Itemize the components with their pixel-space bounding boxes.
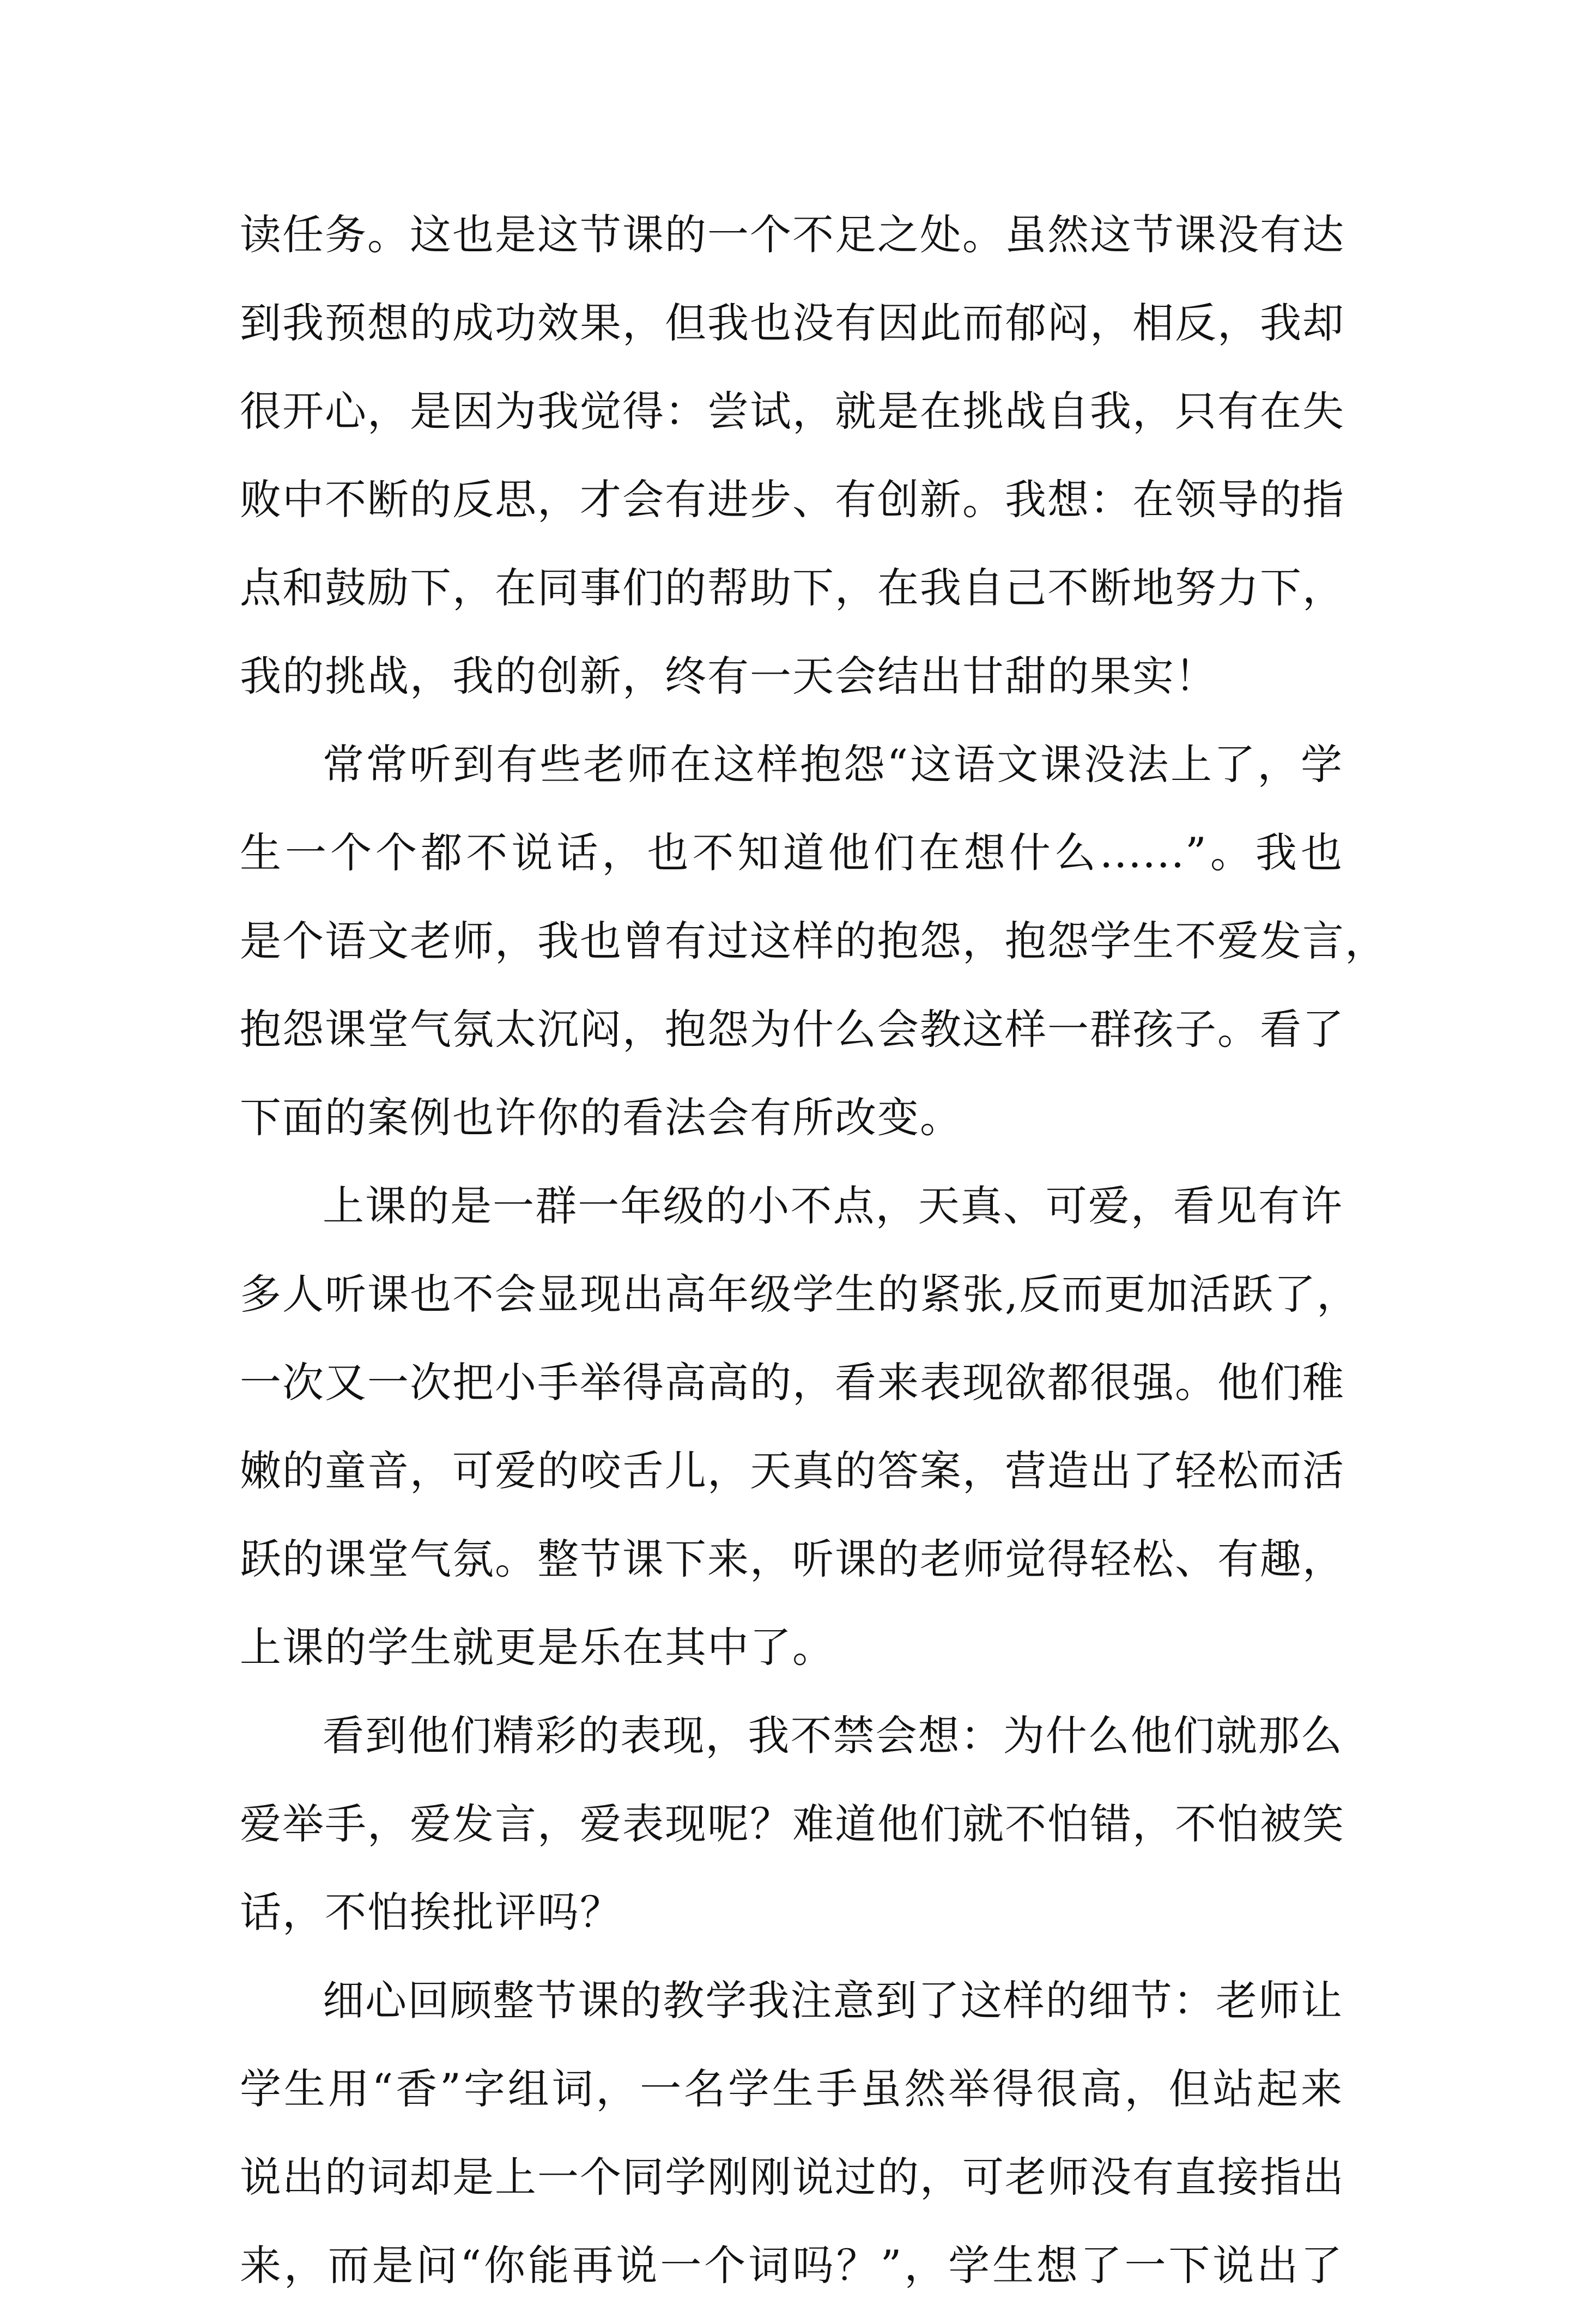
- text-line: 来，而是问“你能再说一个词吗？”，学生想了一下说出了: [240, 2241, 1343, 2290]
- text-line: 我的挑战，我的创新，终有一天会结出甘甜的果实！: [240, 652, 1217, 700]
- text-line: 很开心，是因为我觉得：尝试，就是在挑战自我，只有在失: [240, 387, 1345, 435]
- text-line: 下面的案例也许你的看法会有所改变。: [240, 1093, 962, 1142]
- text-line: 多人听课也不会显现出高年级学生的紧张,反而更加活跃了，: [240, 1270, 1360, 1318]
- text-line: 到我预想的成功效果，但我也没有因此而郁闷，相反，我却: [240, 299, 1345, 347]
- text-line: 上课的学生就更是乐在其中了。: [240, 1623, 835, 1672]
- paragraph-first-line: 上课的是一群一年级的小不点，天真、可爱，看见有许: [323, 1182, 1343, 1230]
- text-line: 败中不断的反思，才会有进步、有创新。我想：在领导的指: [240, 475, 1345, 524]
- text-line: 生一个个都不说话，也不知道他们在想什么......”。我也: [240, 828, 1343, 877]
- text-line: 学生用“香”字组词，一名学生手虽然举得很高，但站起来: [240, 2065, 1343, 2113]
- text-line: 点和鼓励下，在同事们的帮助下，在我自己不断地努力下，: [240, 564, 1345, 612]
- paragraph-first-line: 看到他们精彩的表现，我不禁会想：为什么他们就那么: [323, 1711, 1343, 1760]
- text-line: 话，不怕挨批评吗？: [240, 1888, 622, 1936]
- text-line: 说出的词却是上一个同学刚刚说过的，可老师没有直接指出: [240, 2153, 1345, 2201]
- text-line: 爱举手，爱发言，爱表现呢？难道他们就不怕错，不怕被笑: [240, 1800, 1345, 1848]
- text-line: 读任务。这也是这节课的一个不足之处。虽然这节课没有达: [240, 210, 1345, 259]
- paragraph-first-line: 常常听到有些老师在这样抱怨“这语文课没法上了，学: [323, 740, 1343, 789]
- text-line: 跃的课堂气氛。整节课下来，听课的老师觉得轻松、有趣，: [240, 1535, 1345, 1583]
- text-line: 一次又一次把小手举得高高的，看来表现欲都很强。他们稚: [240, 1358, 1345, 1407]
- text-line: 抱怨课堂气氛太沉闷，抱怨为什么会教这样一群孩子。看了: [240, 1005, 1345, 1054]
- text-line: 是个语文老师，我也曾有过这样的抱怨，抱怨学生不爱发言，: [240, 917, 1387, 965]
- text-line: 嫩的童音，可爱的咬舌儿，天真的答案，营造出了轻松而活: [240, 1447, 1345, 1495]
- paragraph-first-line: 细心回顾整节课的教学我注意到了这样的细节：老师让: [323, 1976, 1343, 2025]
- body-text: [240, 205, 1387, 2324]
